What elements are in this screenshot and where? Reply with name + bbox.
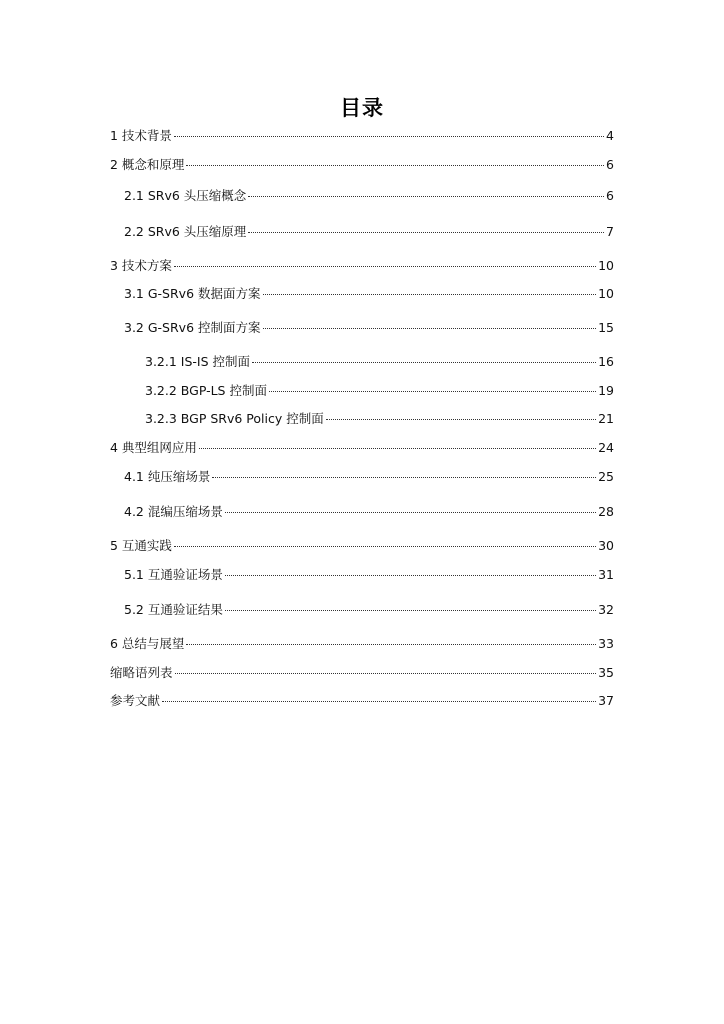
- toc-entry[interactable]: [110, 635, 614, 653]
- toc-entry-label: 4.2 混编压缩场景: [124, 504, 223, 519]
- dot-leader: [175, 673, 597, 674]
- toc-entry-label: 4.1 纯压缩场景: [124, 469, 211, 484]
- toc-entry-page: 37: [598, 693, 614, 708]
- toc-entry-page: 6: [606, 188, 614, 203]
- toc-entry-label: 5 互通实践: [110, 538, 172, 553]
- toc-entry-label: 5.2 互通验证结果: [124, 602, 223, 617]
- toc-entry[interactable]: [124, 187, 614, 205]
- toc-entry-label: 参考文献: [110, 693, 161, 708]
- toc-title: 目录: [340, 96, 384, 120]
- dot-leader: [186, 644, 596, 645]
- dot-leader: [248, 196, 604, 197]
- toc-entry-label: 5.1 互通验证场景: [124, 567, 223, 582]
- toc-entry[interactable]: [145, 382, 614, 400]
- dot-leader: [248, 232, 604, 233]
- dot-leader: [174, 136, 604, 137]
- dot-leader: [225, 610, 596, 611]
- toc-entry-page: 32: [598, 602, 614, 617]
- toc-entry-label: 6 总结与展望: [110, 636, 185, 651]
- dot-leader: [263, 294, 597, 295]
- dot-leader: [225, 512, 596, 513]
- toc-entry-page: 28: [598, 504, 614, 519]
- dot-leader: [162, 701, 596, 702]
- toc-entry[interactable]: [124, 319, 614, 337]
- toc-entry-label: 缩略语列表: [110, 665, 173, 680]
- toc-entry[interactable]: [145, 410, 614, 428]
- toc-entry-page: 30: [598, 538, 614, 553]
- toc-entry-label: 4 典型组网应用: [110, 440, 197, 455]
- toc-entry-page: 6: [606, 157, 614, 172]
- toc-entry[interactable]: [110, 257, 614, 275]
- toc-entry-page: 10: [598, 258, 614, 273]
- toc-entry-label: 3.2.3 BGP SRv6 Policy 控制面: [145, 411, 324, 426]
- toc-entry[interactable]: [124, 601, 614, 619]
- toc-entry-page: 33: [598, 636, 614, 651]
- dot-leader: [186, 165, 604, 166]
- toc-entry[interactable]: [110, 537, 614, 555]
- toc-entry[interactable]: [110, 664, 614, 682]
- toc-entry-label: 3 技术方案: [110, 258, 172, 273]
- toc-entry[interactable]: [145, 353, 614, 371]
- dot-leader: [269, 391, 596, 392]
- toc-entry[interactable]: [110, 156, 614, 174]
- toc-entry-label: 3.1 G-SRv6 数据面方案: [124, 286, 261, 301]
- dot-leader: [174, 266, 596, 267]
- toc-entry-page: 16: [598, 354, 614, 369]
- dot-leader: [199, 448, 596, 449]
- toc-entry-label: 3.2 G-SRv6 控制面方案: [124, 320, 261, 335]
- dot-leader: [212, 477, 596, 478]
- toc-entry[interactable]: [124, 223, 614, 241]
- toc-entry[interactable]: [110, 439, 614, 457]
- toc-entry-page: 4: [606, 128, 614, 143]
- dot-leader: [252, 362, 596, 363]
- toc-entry[interactable]: [110, 127, 614, 145]
- toc-entry-page: 19: [598, 383, 614, 398]
- toc-entry[interactable]: [124, 468, 614, 486]
- toc-entry[interactable]: [110, 692, 614, 710]
- toc-entry-page: 25: [598, 469, 614, 484]
- dot-leader: [263, 328, 597, 329]
- dot-leader: [174, 546, 596, 547]
- toc-entry-page: 15: [598, 320, 614, 335]
- toc-entry-label: 2 概念和原理: [110, 157, 185, 172]
- toc-entry-page: 24: [598, 440, 614, 455]
- toc-entry-page: 10: [598, 286, 614, 301]
- toc-entry[interactable]: [124, 566, 614, 584]
- dot-leader: [326, 419, 596, 420]
- toc-entry-page: 31: [598, 567, 614, 582]
- toc-entry-label: 3.2.1 IS-IS 控制面: [145, 354, 251, 369]
- toc-entry-label: 3.2.2 BGP-LS 控制面: [145, 383, 267, 398]
- toc-entry[interactable]: [124, 503, 614, 521]
- toc-entry-label: 2.1 SRv6 头压缩概念: [124, 188, 247, 203]
- toc-entry-page: 7: [606, 224, 614, 239]
- toc-entry[interactable]: [124, 285, 614, 303]
- toc-entry-label: 2.2 SRv6 头压缩原理: [124, 224, 247, 239]
- toc-entry-page: 21: [598, 411, 614, 426]
- dot-leader: [225, 575, 596, 576]
- toc-entry-page: 35: [598, 665, 614, 680]
- toc-entry-label: 1 技术背景: [110, 128, 172, 143]
